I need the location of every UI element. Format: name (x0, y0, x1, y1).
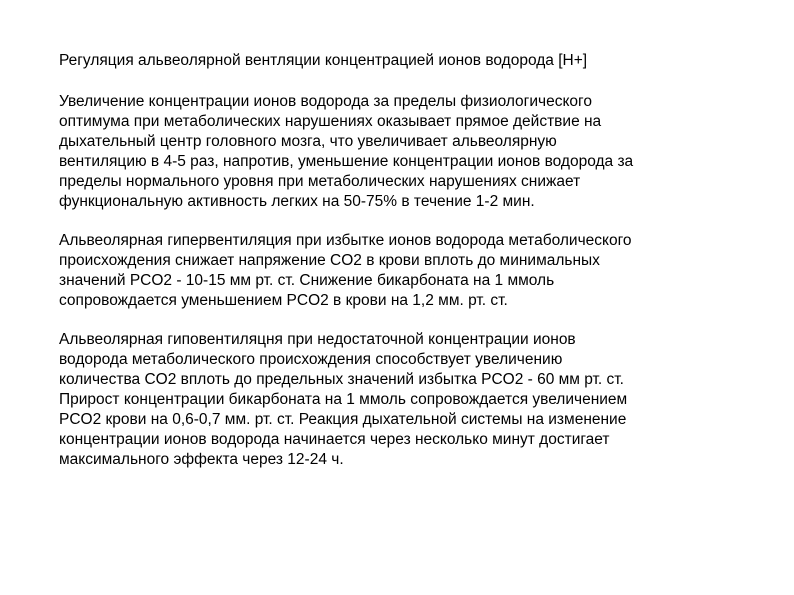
paragraph-hypoventilation (59, 330, 759, 470)
text-line: количества CO2 вплоть до предельных значений избытка PCO2 - 60 мм рт. ст. (59, 371, 624, 388)
text-line: PCO2 крови на 0,6-0,7 мм. рт. ст. Реакция дыхательной системы на изменение (59, 411, 627, 428)
paragraph-hyperventilation (59, 231, 759, 311)
text-line: происхождения снижает напряжение CO2 в крови вплоть до минимальных (59, 252, 600, 269)
text-line: оптимума при метаболических нарушениях оказывает прямое действие на (59, 113, 602, 130)
text-line: Альвеолярная гиповентиляцня при недостаточной концентрации ионов (59, 331, 576, 348)
paragraph-hydrogen-increase (59, 92, 759, 212)
text-line: концентрации ионов водорода начинается через несколько минут достигает (59, 431, 610, 448)
text-line: водорода метаболического происхождения способствует увеличению (59, 351, 563, 368)
text-line: пределы нормального уровня при метаболических нарушениях снижает (59, 173, 581, 190)
text-line: Прирост концентрации бикарбоната на 1 ммоль сопровождается увеличением (59, 391, 628, 408)
text-line: функциональную активность легких на 50-75% в течение 1-2 мин. (59, 193, 535, 210)
text-line: вентиляцию в 4-5 раз, напротив, уменьшение концентрации ионов водорода за (59, 153, 634, 170)
text-line: максимального эффекта через 12-24 ч. (59, 451, 344, 468)
text-line: Увеличение концентрации ионов водорода за пределы физиологического (59, 93, 592, 110)
text-line: значений PCO2 - 10-15 мм рт. ст. Снижение бикарбоната на 1 ммоль (59, 272, 555, 289)
text-line: дыхательный центр головного мозга, что увеличивает альвеолярную (59, 133, 557, 150)
text-line: сопровождается уменьшением PCO2 в крови на 1,2 мм. рт. ст. (59, 292, 508, 309)
slide-title: Регуляция альвеолярной вентляции концентрацией ионов водорода [H+] (59, 52, 588, 69)
slide-content (59, 51, 759, 489)
text-line: Альвеолярная гипервентиляция при избытке ионов водорода метаболического (59, 232, 632, 249)
